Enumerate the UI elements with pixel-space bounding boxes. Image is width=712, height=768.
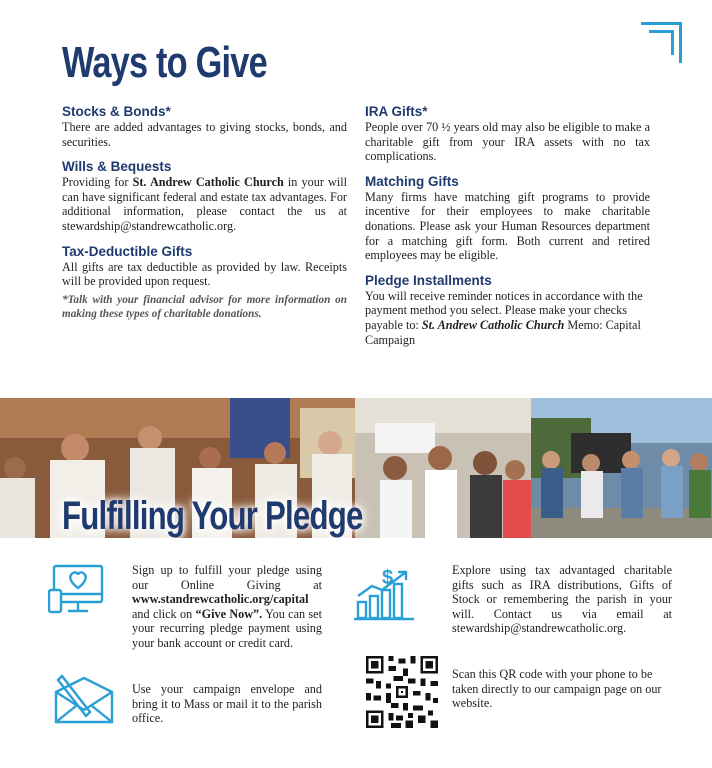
stocks-heading: Stocks & Bonds* (62, 104, 171, 119)
tax-advantaged-text: Explore using tax advantaged charitable gifts such as IRA distributions, Gifts of Stock or remembering the parish in your will. Contact us via email at stewardship@standrewcatholic.org. (452, 563, 672, 636)
online-giving-link[interactable]: www.standrewcatholic.org/capital (132, 592, 309, 607)
right-column (365, 104, 650, 357)
left-column (62, 104, 347, 331)
wills-body: Providing for St. Andrew Catholic Church in your will can have significant federal and estate tax advantages. For additional information, please contact the us at stewardship@standrewcatholic.org. (62, 175, 347, 233)
tax-deductible-body: All gifts are tax deductible as provided by law. Receipts will be provided upon request. (62, 259, 347, 289)
wills-heading: Wills & Bequests (62, 159, 172, 175)
group-photo-outdoors (531, 398, 712, 538)
page-title: Ways to Give (62, 38, 267, 87)
tax-deductible-heading: Tax-Deductible Gifts (62, 243, 193, 259)
dollar-sign-glyph: $ (382, 567, 394, 589)
corner-decoration-inner (649, 30, 674, 55)
computer-heart-icon (48, 562, 106, 624)
installments-heading: Pledge Installments (365, 272, 492, 288)
advisor-note: *Talk with your financial advisor for more information on making these types of charitable donations. (62, 293, 347, 320)
stocks-body: There are added advantages to giving stocks, bonds, and securities. (62, 120, 347, 149)
envelope-text: Use your campaign envelope and bring it to Mass or mail it to the parish office. (132, 682, 322, 726)
qr-instructions-text: Scan this QR code with your phone to be taken directly to our campaign page on our website. (452, 667, 662, 711)
give-now-label: “Give Now”. (195, 606, 263, 621)
envelope-pen-icon (52, 672, 116, 726)
matching-heading: Matching Gifts (365, 173, 459, 189)
qr-code[interactable] (366, 656, 438, 728)
installments-body: You will receive reminder notices in accordance with the payment method you select. Please make your checks payable to: St. Andrew Catholic Church Memo: Capital Campaign (365, 288, 643, 347)
ira-body: People over 70 ½ years old may also be eligible to make a charitable gift from your IRA assets with no tax complications. (365, 120, 650, 164)
growth-chart-icon (354, 566, 416, 622)
online-giving-text: Sign up to fulfill your pledge using our Online Giving at www.standrewcatholic.org/capital and click on “Give Now”. You can set your recurring pledge payment using your bank account or credit card. (132, 563, 322, 650)
ira-heading: IRA Gifts* (365, 104, 428, 119)
group-photo-tent (355, 398, 531, 538)
fulfilling-pledge-title: Fulfilling Your Pledge (62, 494, 363, 538)
matching-body: Many firms have matching gift programs to provide incentive for their employees to make charitable donations. Please ask your Human Resources department for a matching gift form. Both current and retired employees may be eligible. (365, 189, 650, 263)
